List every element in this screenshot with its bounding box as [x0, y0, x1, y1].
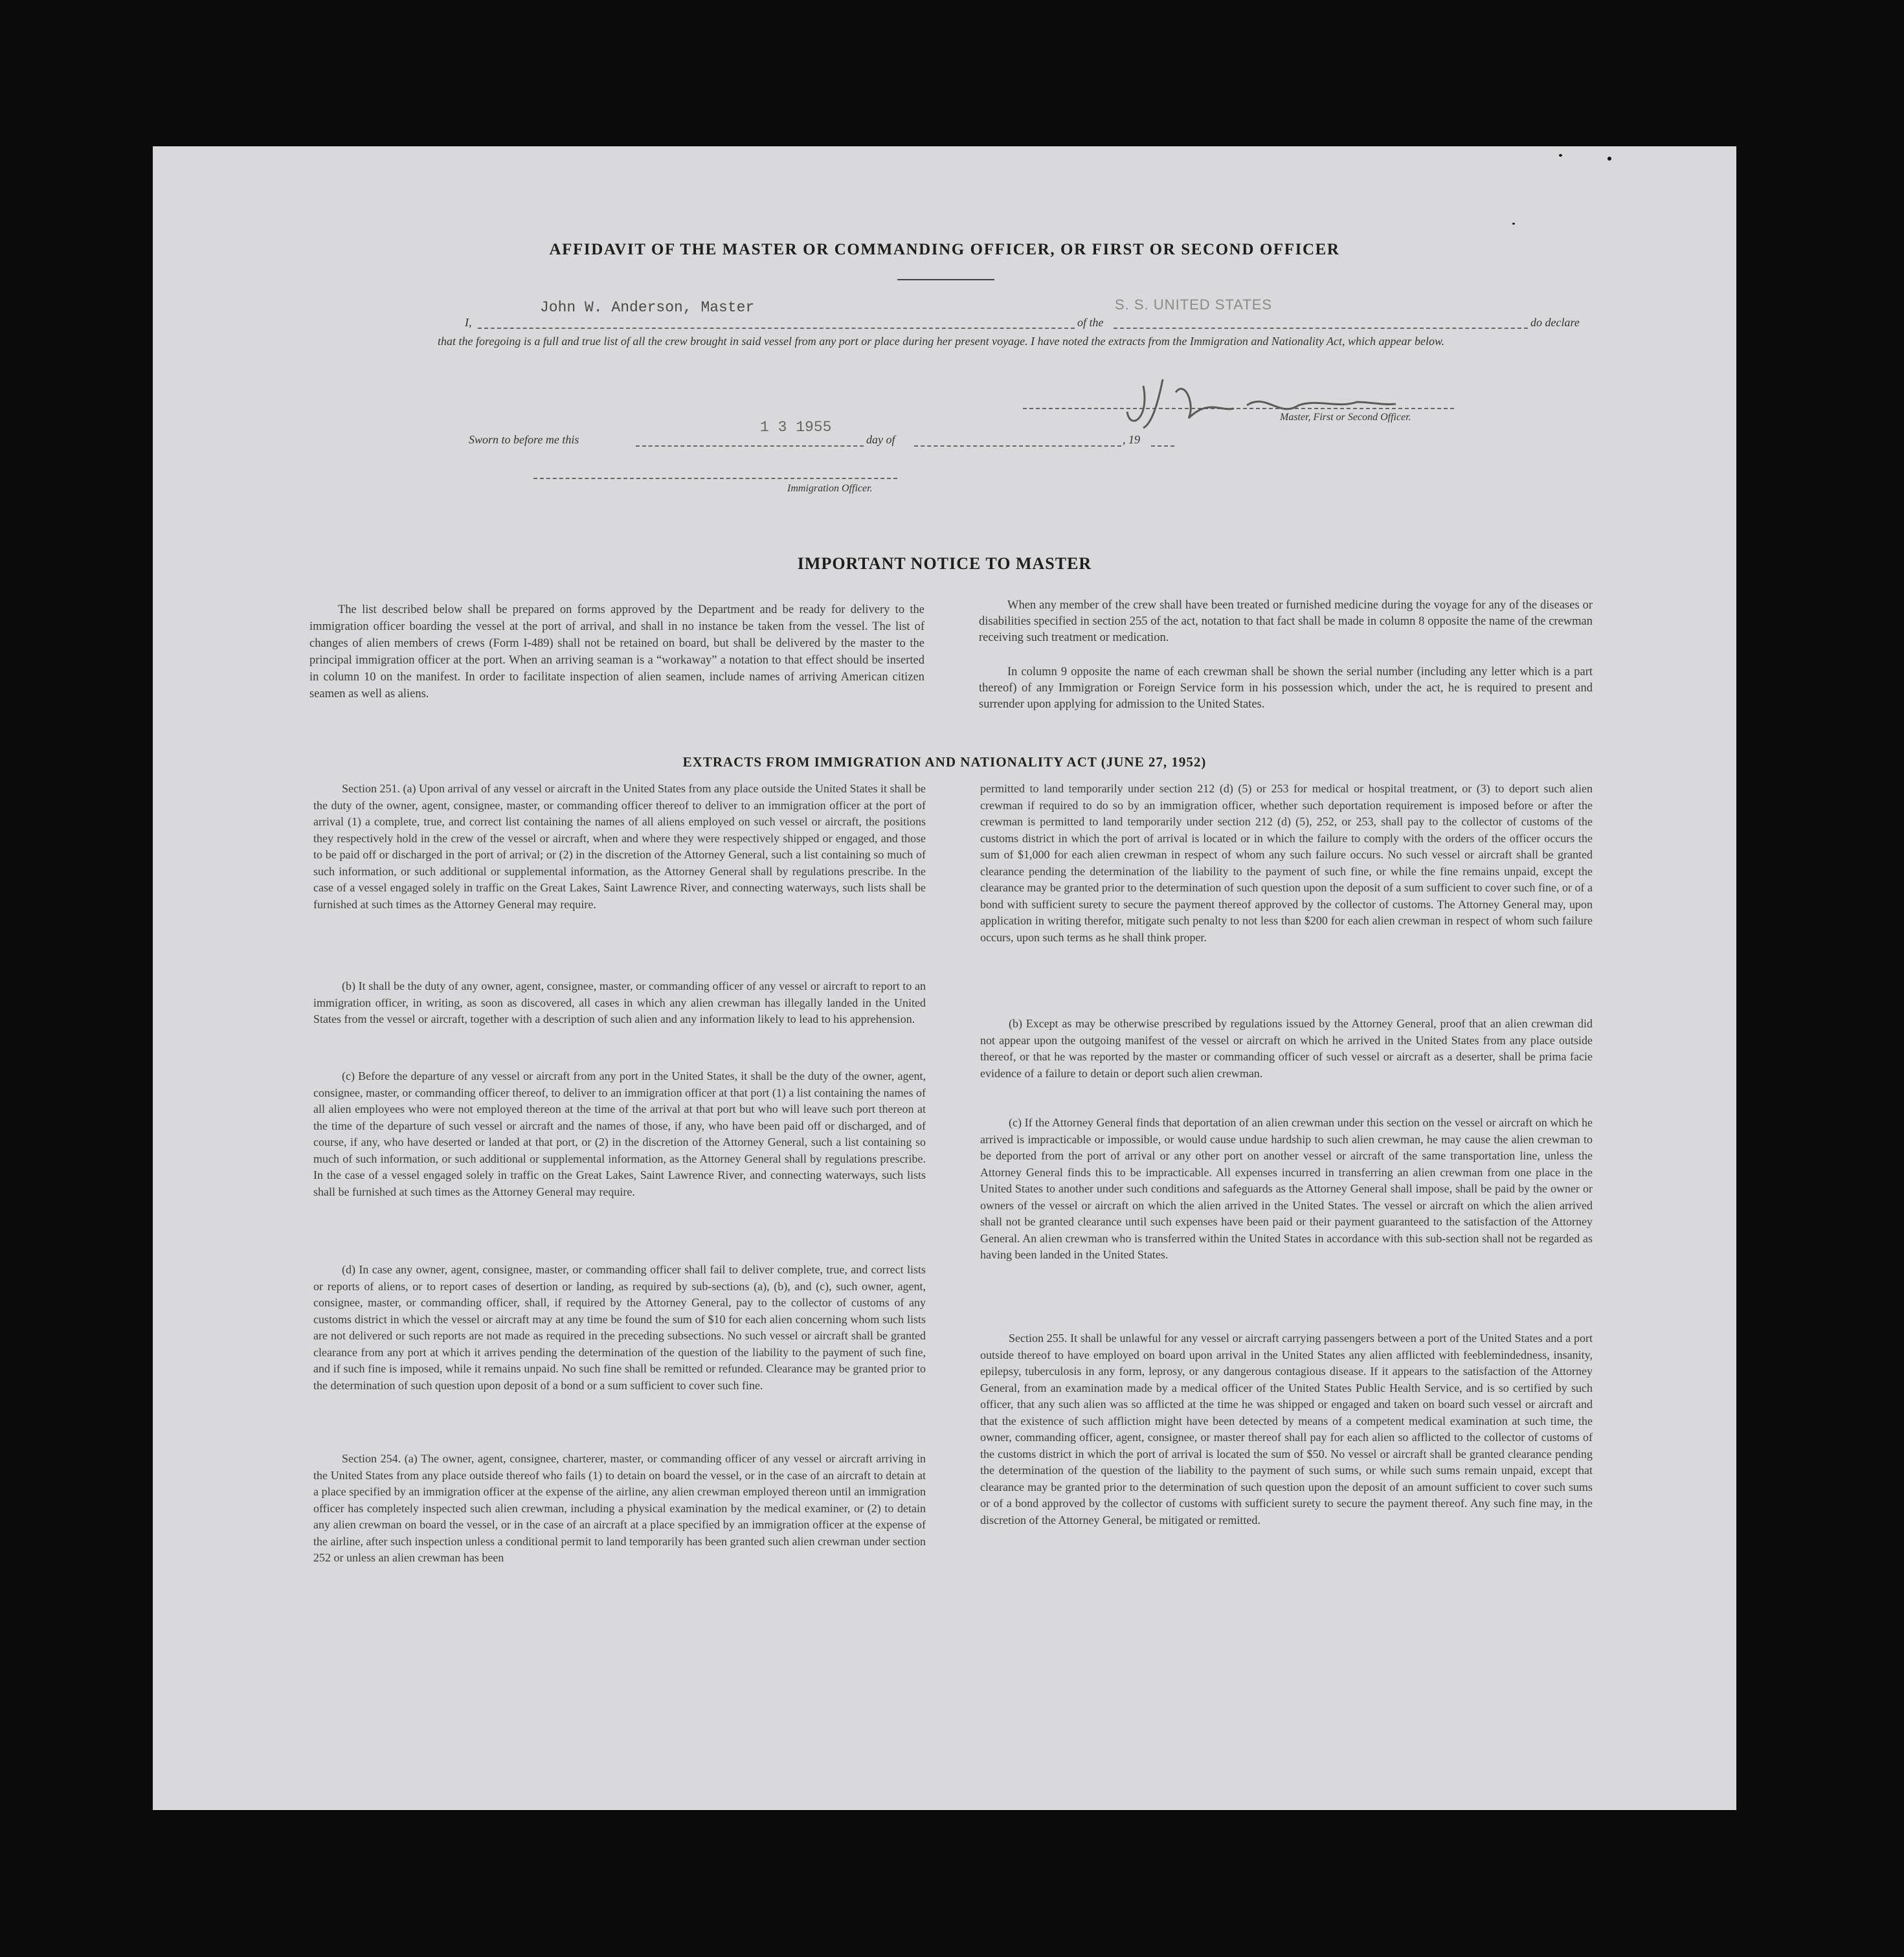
document-page — [153, 146, 1736, 1810]
extract-section-254a-continued: permitted to land temporarily under section 212 (d) (5) or 253 for medical or hospital treatment, or (3) to deport such alien crewman if required to do so by an immigration officer, whether such deportation requirement is imposed before or after the crewman is permitted to land temporarily under section 212 (d) (5), 252, or 253, shall pay to the collector of customs of the customs district in which the port of arrival is located or in which the failure to comply with the orders of the officer occurs the sum of $1,000 for each alien crewman in respect of whom any such failure occurs. No such vessel or aircraft shall be granted clearance pending the determination of the liability to the payment of such fine, or while the fine remains unpaid, except the clearance may be granted prior to the determination of such question upon the deposit of a sum sufficient to cover such fine, or of a bond with sufficient surety to secure the payment thereof approved by the collector of customs. The Attorney General may, upon application in writing therefor, mitigate such penalty to not less than $200 for each alien crewman in respect of whom such failure occurs, upon such terms as he shall think proper. — [980, 782, 1593, 944]
ink-speck — [1559, 154, 1562, 157]
ink-speck — [1512, 223, 1515, 225]
notice-right-paragraph-1: When any member of the crew shall have been treated or furnished medicine during the voyage for any of the diseases or disabilities specified in section 255 of the act, notation to that fact shall be made in column 8 opposite the name of the crewman receiving such treatment or medication. — [979, 599, 1593, 644]
title-divider — [897, 279, 994, 280]
notice-left-paragraph: The list described below shall be prepared on forms approved by the Department and be ready for delivery to the immigration officer boarding the vessel at the port of arrival, and shall in no instance be taken from the vessel. The list of changes of alien members of crews (Form I-489) shall not be retained on board, but shall be delivered by the master to the principal immigration officer at the port. When an arriving seaman is a “workaway” a notation to that effect should be inserted in column 10 on the manifest. In order to facilitate inspection of alien seamen, include names of arriving American citizen seamen as well as aliens. — [309, 603, 924, 700]
master-label: Master, First or Second Officer. — [1280, 412, 1411, 423]
affidavit-title: AFFIDAVIT OF THE MASTER OR COMMANDING OFFICER, OR FIRST OR SECOND OFFICER — [549, 241, 1340, 258]
declaration-text: that the foregoing is a full and true list of all the crew brought in said vessel from any port or place during her present voyage. I have noted the extracts from the Immigration and Nationality Act, which appear below. — [438, 335, 1445, 348]
year-blank — [1151, 445, 1174, 447]
extracts-title: EXTRACTS FROM IMMIGRATION AND NATIONALITY ACT (JUNE 27, 1952) — [682, 754, 1207, 770]
day-of-label: day of — [866, 433, 895, 446]
declarant-name: John W. Anderson, Master — [540, 299, 755, 316]
notice-title: IMPORTANT NOTICE TO MASTER — [797, 554, 1092, 573]
notice-right-paragraph-2: In column 9 opposite the name of each crewman shall be shown the serial number (including any letter which is a part thereof) of any Immigration or Foreign Service form in his possession which, under the act, he is required to present and surrender upon applying for admission to the United States. — [979, 665, 1593, 711]
extract-section-251b: (b) It shall be the duty of any owner, agent, consignee, master, or commanding officer of any vessel or aircraft to report to an immigration officer, in writing, as soon as discovered, all cases in which any alien crewman has illegally landed in the United States from the vessel or aircraft, together with a description of such alien and any information likely to lead to his apprehension. — [313, 979, 926, 1025]
month-blank — [914, 445, 1121, 447]
extract-section-255: Section 255. It shall be unlawful for any vessel or aircraft carrying passengers between a port of the United States and a port outside thereof to have employed on board upon arrival in the United States any alien afflicted with feeblemindedness, insanity, epilepsy, tuberculosis in any form, leprosy, or any dangerous contagious disease. If it appears to the satisfaction of the Attorney General, from an examination made by a medical officer of the United States Public Health Service, and is so certified by such officer, that any such alien was so afflicted at the time he was shipped or engaged and taken on board such vessel or aircraft and that the existence of such affliction might have been detected by means of a competent medical examination at such time, the owner, commanding officer, agent, consignee, or master thereof shall pay for each alien so afflicted to the collector of customs of the customs district in which the port of arrival is located the sum of $50. No vessel or aircraft shall be granted clearance pending the determination of the question of the liability to the payment of such sums, or while such sums remain unpaid, except that clearance may be granted prior to the determination of such question upon the deposit of an amount sufficient to cover such sums or of a bond approved by the collector of customs with sufficient surety to secure the payment thereof. Any such fine may, in the discretion of the Attorney General, be mitigated or remitted. — [980, 1332, 1593, 1526]
sworn-day-blank — [636, 445, 864, 447]
extract-section-254c: (c) If the Attorney General finds that deportation of an alien crewman under this section on the vessel or aircraft on which he arrived is impracticable or impossible, or would cause undue hardship to such alien crewman, he may cause the alien crewman to be deported from the port of arrival or any other port on another vessel or aircraft of the same transportation line, unless the Attorney General finds this to be impracticable. All expenses incurred in transferring an alien crewman from one place in the United States to another under such conditions and safeguards as the Attorney General shall impose, shall be paid by the owner or owners of the vessel or aircraft on which the alien arrived in the United States. The vessel or aircraft on which the alien arrived shall not be granted clearance until such expenses have been paid or their payment guaranteed to the satisfaction of the Attorney General. An alien crewman who is transferred within the United States in accordance with this sub-section shall not be regarded as having been landed in the United States. — [980, 1116, 1593, 1261]
sworn-prefix: Sworn to before me this — [469, 433, 579, 446]
vessel-name: S. S. UNITED STATES — [1115, 296, 1273, 313]
immigration-officer-label: Immigration Officer. — [787, 483, 873, 494]
line1-mid: of the — [1077, 316, 1104, 329]
immigration-signature-line — [533, 478, 897, 479]
line1-suffix: do declare — [1530, 316, 1580, 329]
extract-section-254a: Section 254. (a) The owner, agent, consignee, charterer, master, or commanding officer of any vessel or aircraft arriving in the United States from any place outside thereof who fails (1) to detain on board the vessel, or in the case of an aircraft to detain at a place specified by an immigration officer at the expense of the airline, any alien crewman employed thereon until an immigration officer has completely inspected such alien crewman, including a physical examination by the medical examiner, or (2) to detain any alien crewman on board the vessel, or in the case of an aircraft at a place specified by an immigration officer at the expense of the airline, after such inspection unless a conditional permit to land temporarily has been granted such alien crewman under section 252 or unless an alien crewman has been — [313, 1452, 926, 1564]
extract-section-254b: (b) Except as may be otherwise prescribed by regulations issued by the Attorney General, proof that an alien crewman did not appear upon the outgoing manifest of the vessel or aircraft on which he arrived in the United States from any place outside thereof, or that he was reported by the master or commanding officer of such vessel or aircraft as a deserter, shall be prima facie evidence of a failure to detain or deport such alien crewman. — [980, 1017, 1593, 1080]
extract-section-251a: Section 251. (a) Upon arrival of any vessel or aircraft in the United States from any place outside the United States it shall be the duty of the owner, agent, consignee, master, or commanding officer thereof to deliver to an immigration officer at the port of arrival (1) a complete, true, and correct list containing the names of all aliens employed on such vessel or aircraft, the positions they respectively hold in the crew of the vessel or aircraft, when and where they were respectively shipped or engaged, and those to be paid off or discharged in the port of arrival; or (2) in the discretion of the Attorney General, such a list containing so much of such information, or such additional or supplemental information, as the Attorney General shall by regulations prescribe. In the case of a vessel engaged solely in traffic on the Great Lakes, Saint Lawrence River, and connecting waterways, such lists shall be furnished at such times as the Attorney General may require. — [313, 782, 926, 911]
extract-section-251c: (c) Before the departure of any vessel or aircraft from any port in the United States, it shall be the duty of the owner, agent, consignee, master, or commanding officer thereof, to deliver to an immigration officer at that port (1) a list containing the names of all alien employees who were not employed thereon at the time of the arrival at that port but who will leave such port thereon at the time of the departure of such vessel or aircraft and the names of those, if any, who have been paid off or discharged, and of course, if any, who have deserted or landed at that port, or (2) in the discretion of the Attorney General, such a list containing so much of such information, or such additional or supplemental information, as the Attorney General shall by regulations prescribe. In the case of a vessel engaged solely in traffic on the Great Lakes, Saint Lawrence River, and connecting waterways, such lists shall be furnished at such times as the Attorney General may require. — [313, 1069, 926, 1198]
sworn-date-stamp: 1 3 1955 — [760, 419, 832, 436]
year-prefix: , 19 — [1123, 433, 1140, 446]
ink-speck — [1607, 157, 1611, 161]
line1-prefix: I, — [465, 316, 472, 329]
extract-section-251d: (d) In case any owner, agent, consignee, master, or commanding officer shall fail to deliver complete, true, and correct lists or reports of aliens, or to report cases of desertion or landing, as required by sub-sections (a), (b), and (c), such owner, agent, consignee, master, or commanding officer, shall, if required by the Attorney General, pay to the collector of customs of any customs district in which the vessel or aircraft may at any time be found the sum of $10 for each alien concerning whom such lists are not delivered or such reports are not made as required in the preceding subsections. No such vessel or aircraft shall be granted clearance from any port at which it arrives pending the determination of the question of the liability to the payment of such fine, and if such fine is imposed, while it remains unpaid. No such fine shall be remitted or refunded. Clearance may be granted prior to the determination of such question upon deposit of a bond or a sum sufficient to cover such fine. — [313, 1263, 926, 1392]
